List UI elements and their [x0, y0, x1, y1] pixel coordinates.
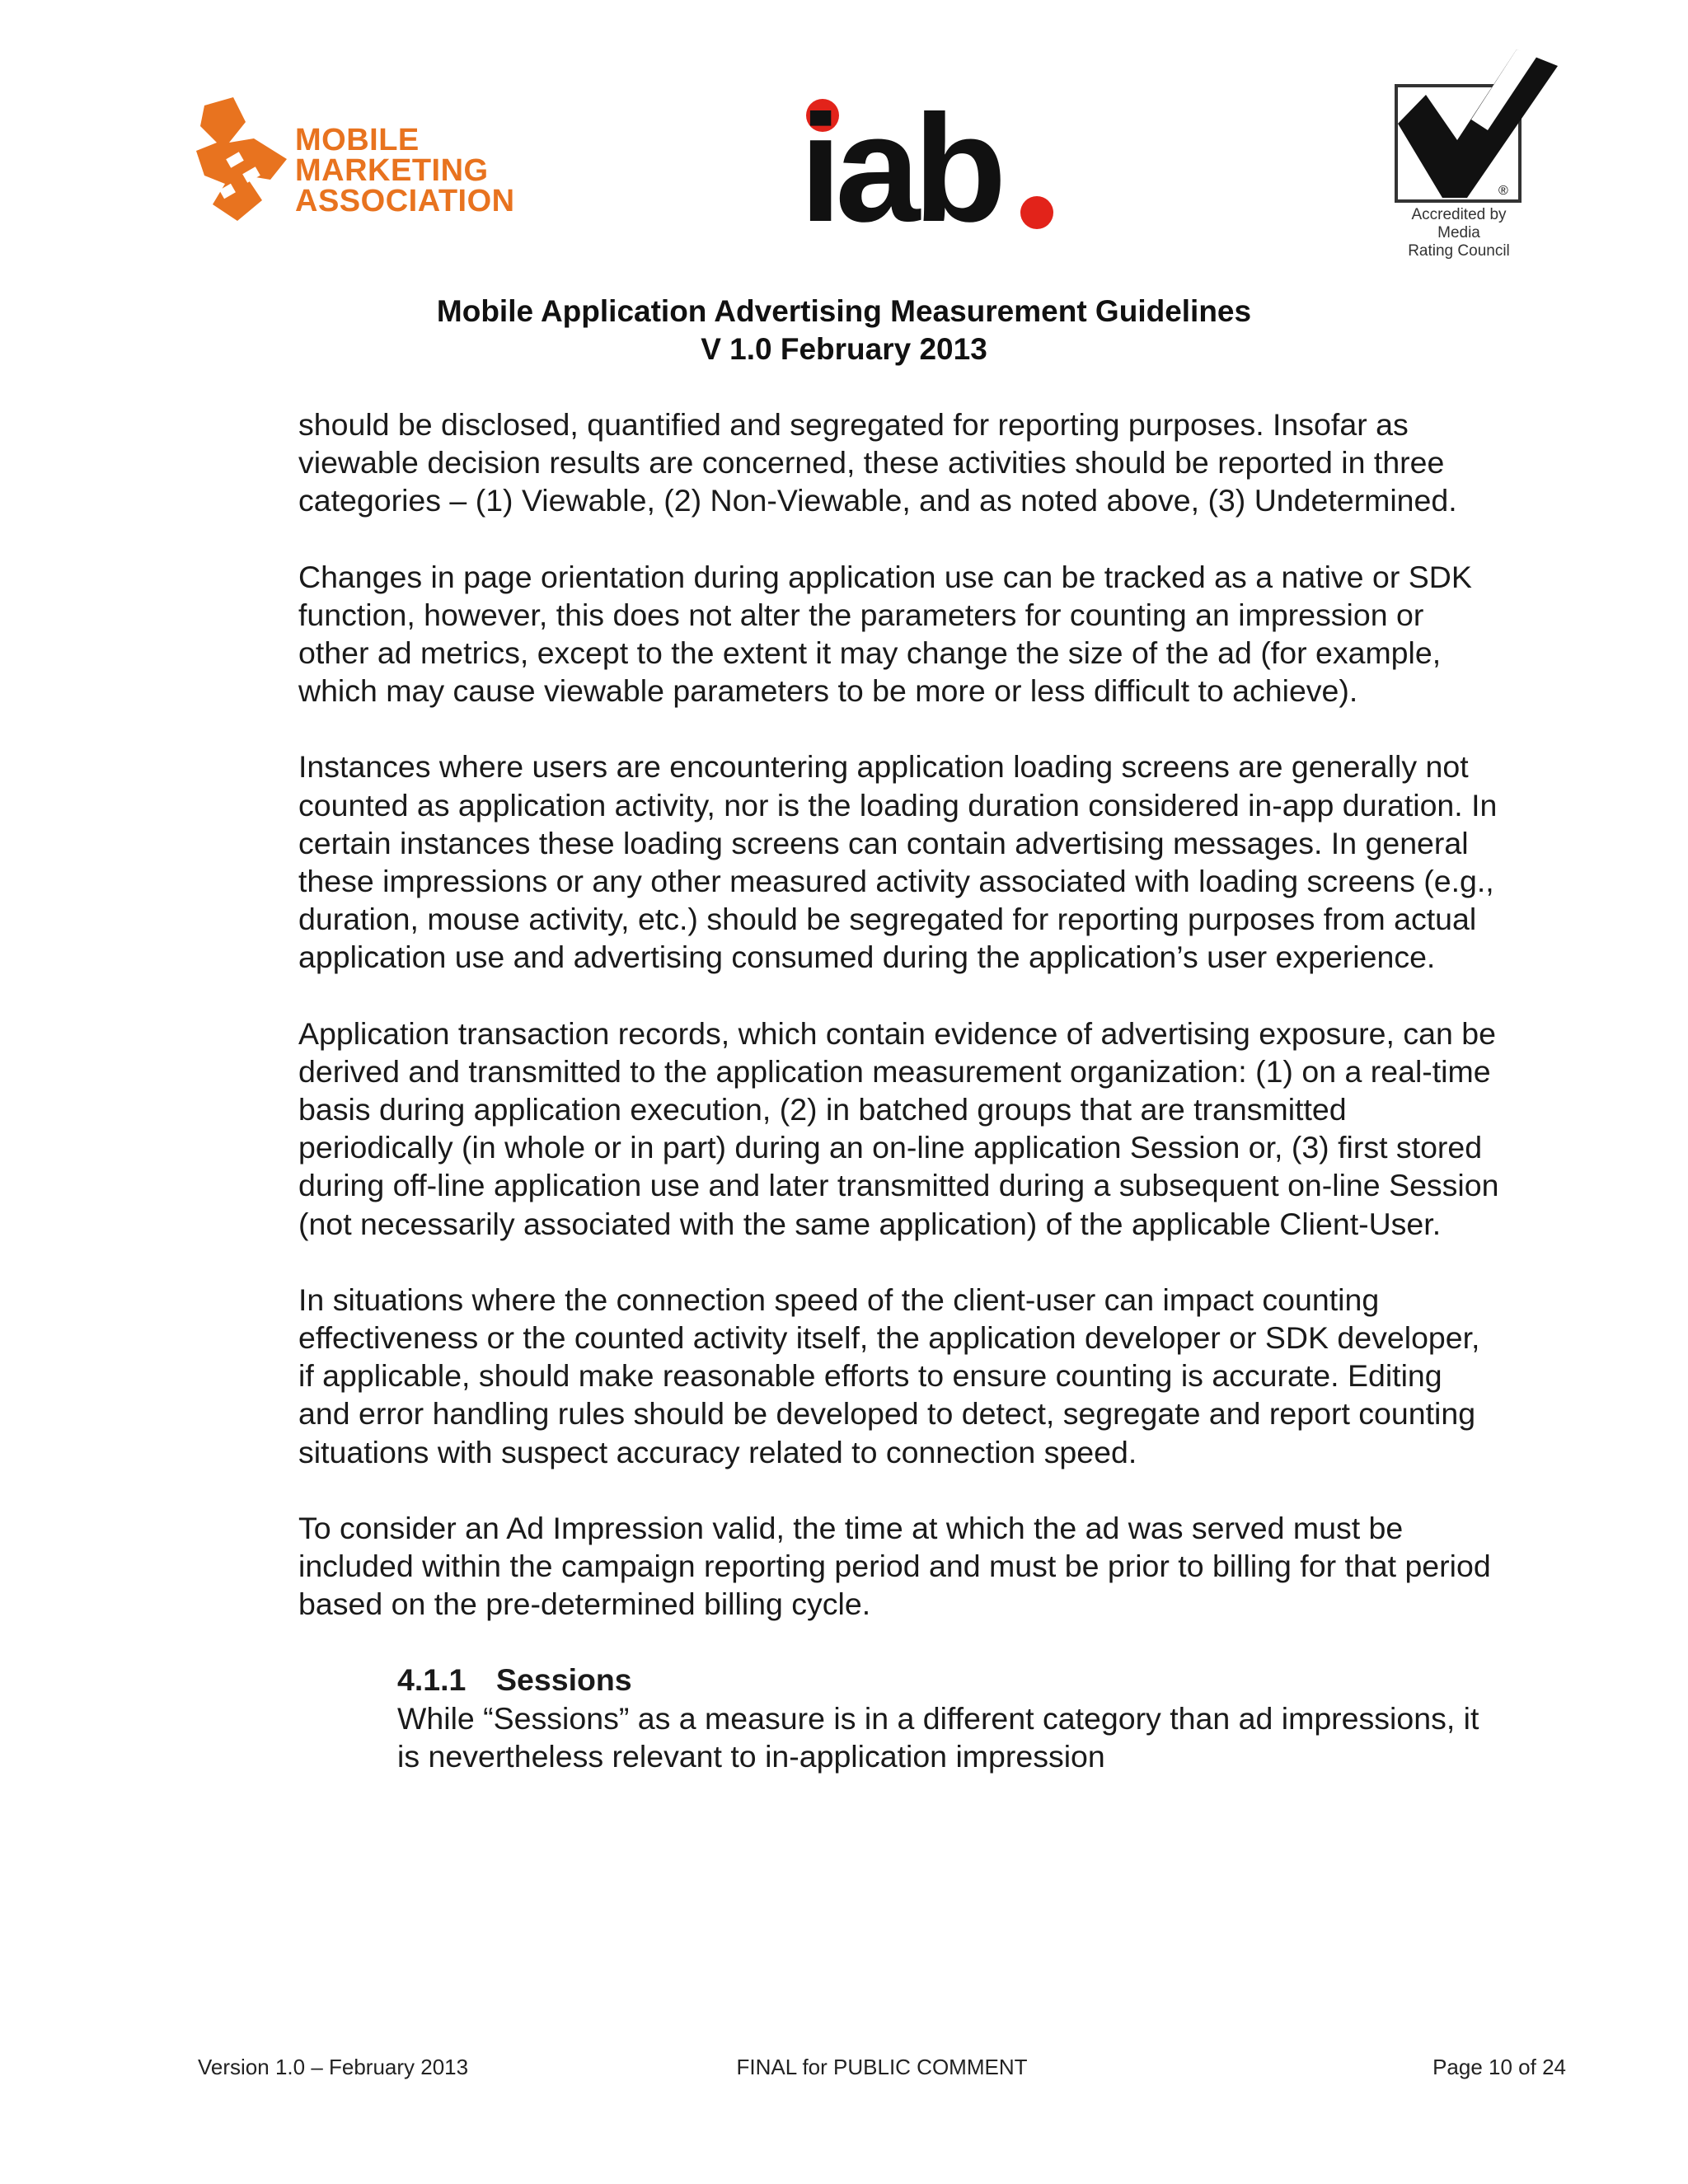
document-title — [0, 293, 1688, 368]
subsection-number: 4.1.1 — [397, 1662, 467, 1698]
mma-logo-line-1: MOBILE — [295, 123, 420, 157]
body-paragraph: In situations where the connection speed of the client-user can impact counting effectiveness or the counted activity itself, the application developer or SDK developer, if applicable, should make reasonable efforts to ensure counting is accurate. Editing and error handling rules should be developed to detect, segregate and report counting situations with suspect accuracy related to connection speed. — [298, 1282, 1480, 1469]
mma-logo — [196, 97, 526, 221]
document-title-line-1: Mobile Application Advertising Measurement Guidelines — [436, 294, 1252, 328]
mma-logo-text — [295, 125, 515, 217]
subsection-sessions — [397, 1661, 1502, 1775]
body-paragraph: Application transaction records, which contain evidence of advertising exposure, can be derived and transmitted to the application measurement organization: (1) on a real-time basis during application execution, (2) in batched groups that are transmitted periodically (in whole or in part) during an on-line application Session or, (3) first stored during off-line application use and later transmitted during a subsequent on-line Session (not necessarily associated with the same application) of the applicable Client-User. — [298, 1015, 1499, 1241]
mrc-badge — [1393, 33, 1568, 268]
mrc-registered-mark: ® — [1498, 184, 1508, 198]
subsection-heading — [397, 1661, 1502, 1699]
mrc-line-3: Rating Council — [1408, 242, 1510, 260]
mma-logo-mark-icon — [196, 97, 295, 221]
footer-page-number: Page 10 of 24 — [1432, 2055, 1566, 2079]
body-paragraph: To consider an Ad Impression valid, the time at which the ad was served must be included within the campaign reporting period and must be prior to billing for that period based on the pre-determined billing cycle. — [298, 1510, 1491, 1622]
subsection-title: Sessions — [496, 1662, 632, 1698]
document-title-line-2: V 1.0 February 2013 — [701, 332, 987, 366]
iab-logo — [799, 97, 1063, 241]
body-paragraph: Instances where users are encountering application loading screens are generally not counted as application activity, nor is the loading duration considered in-app duration. In certain instances these loading screens can contain advertising messages. In general these impressions or any other measured activity associated with loading screens (e.g., duration, mouse activity, etc.) should be segregated for reporting purposes from actual application use and advertising consumed during the application’s user experience. — [298, 749, 1498, 975]
footer-version: Version 1.0 – February 2013 — [198, 2055, 469, 2079]
body-paragraph: Changes in page orientation during application use can be tracked as a native or SDK function, however, this does not alter the parameters for counting an impression or other ad metrics, except to the extent it may change the size of the ad (for example, which may cause viewable parameters to be more or less difficult to achieve). — [298, 559, 1472, 709]
subsection-text: While “Sessions” as a measure is in a different category than ad impressions, it is nevertheless relevant to in-application impression — [397, 1700, 1479, 1774]
footer-status: FINAL for PUBLIC COMMENT — [736, 2055, 1028, 2079]
mrc-badge-text — [1393, 206, 1525, 260]
header-logos — [0, 0, 1688, 280]
mma-logo-line-2: MARKETING — [295, 153, 489, 188]
document-body — [298, 405, 1502, 1775]
body-paragraph: should be disclosed, quantified and segregated for reporting purposes. Insofar as viewable decision results are concerned, these activities should be reported in three categories – (1) Viewable, (2) Non-Viewable, and as noted above, (3) Undetermined. — [298, 407, 1457, 518]
mrc-check-icon — [1393, 33, 1568, 206]
mrc-line-2: Media — [1437, 224, 1480, 241]
mma-logo-line-3: ASSOCIATION — [295, 184, 515, 218]
mrc-line-1: Accredited by — [1411, 206, 1507, 223]
iab-logo-text: iab — [799, 97, 1001, 241]
